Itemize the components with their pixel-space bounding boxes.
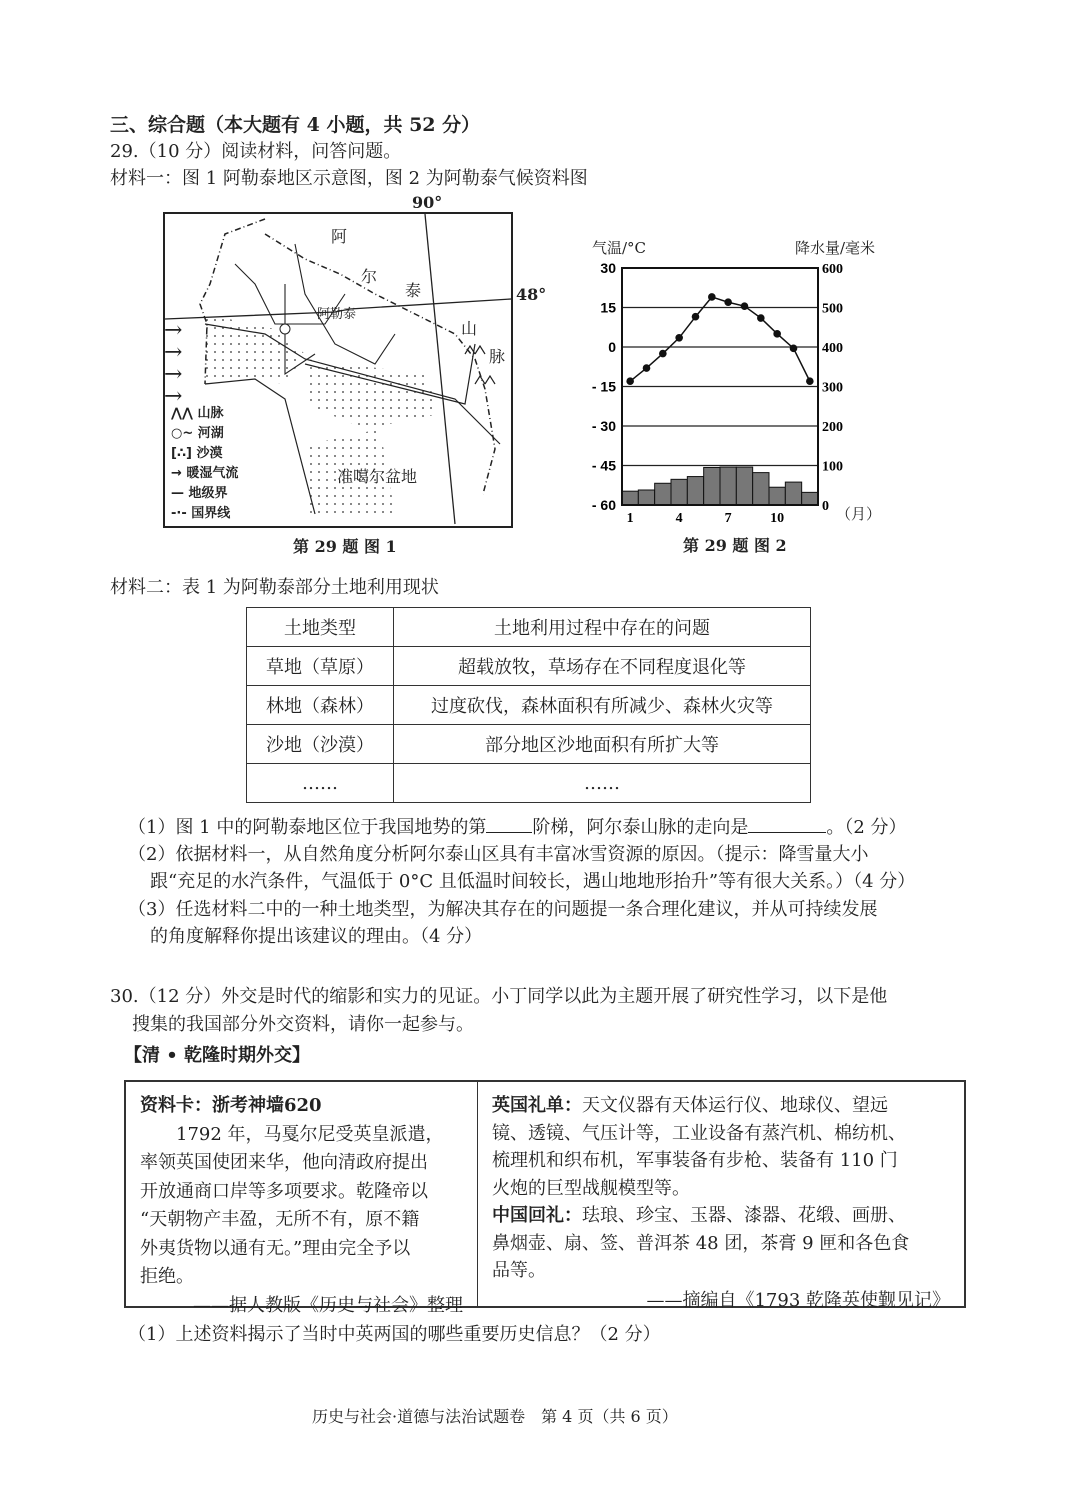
section-title: 三、综合题（本大题有 4 小题，共 52 分） <box>110 114 481 136</box>
temp-point <box>806 377 814 385</box>
precip-bar <box>769 487 785 505</box>
table-header: 土地利用过程中存在的问题 <box>394 608 811 647</box>
figure2-caption: 第 29 题 图 2 <box>683 536 787 555</box>
altay-map <box>163 212 513 528</box>
page-footer: 历史与社会·道德与法治试题卷 第 4 页（共 6 页） <box>312 1407 678 1426</box>
climate-chart-svg <box>580 225 900 535</box>
temp-tick-label: - 30 <box>591 418 616 434</box>
card-line: “天朝物产丰盈，无所不有，原不籍 <box>140 1209 420 1230</box>
cn-gift-line: 中国回礼：珐琅、珍宝、玉器、漆器、花缎、画册、 <box>492 1205 906 1226</box>
temp-point <box>643 364 651 372</box>
q30-header-line1: 30.（12 分）外交是时代的缩影和实力的见证。小丁同学以此为主题开展了研究性学习，以下是他 <box>110 986 888 1007</box>
precip-tick-label: 100 <box>822 459 843 475</box>
q30-subtitle: 【清 • 乾隆时期外交】 <box>124 1045 311 1066</box>
q29-sub1: （1）图 1 中的阿勒泰地区位于我国地势的第 阶梯，阿尔泰山脉的走向是 。（2 分） <box>128 817 907 838</box>
precip-bar <box>655 483 671 505</box>
material1-text: 材料一：图 1 阿勒泰地区示意图，图 2 为阿勒泰气候资料图 <box>110 168 588 189</box>
land-use-table <box>246 607 811 803</box>
table-cell: 超载放牧，草场存在不同程度退化等 <box>394 647 811 686</box>
precip-tick-label: 300 <box>822 380 843 396</box>
temp-point <box>659 350 667 358</box>
q29-sub2-line1: （2）依据材料一，从自然角度分析阿尔泰山区具有丰富冰雪资源的原因。（提示：降雪量大小 <box>128 844 869 865</box>
temp-tick-label: 15 <box>600 299 616 316</box>
q29-sub3-line2: 的角度解释你提出该建议的理由。（4 分） <box>150 926 483 947</box>
mountain-char: 阿 <box>331 227 348 246</box>
temp-point <box>708 293 716 301</box>
uk-gift-line: 镜、透镜、气压计等，工业设备有蒸汽机、棉纺机、 <box>492 1122 906 1144</box>
uk-gift-line: 梳理机和织布机，军事装备有步枪、装备有 110 门 <box>492 1150 898 1171</box>
material2-text: 材料二：表 1 为阿勒泰部分土地利用现状 <box>110 577 439 598</box>
mountain-char: 泰 <box>405 281 422 300</box>
table-cell: 草地（草原） <box>247 647 394 686</box>
precip-bar <box>720 467 736 505</box>
q29-sub2-line2: 跟“充足的水汽条件，气温低于 0°C 且低温时间较长，遇山地地形抬升”等有很大关系。）（4 分） <box>150 871 916 892</box>
city-label: 阿勒泰 <box>317 307 357 322</box>
card-line: 外夷货物以通有无。”理由完全予以 <box>140 1237 411 1259</box>
precip-bar <box>753 473 769 505</box>
card-title: 资料卡：浙考神墙620 <box>140 1095 322 1116</box>
table-cell: 部分地区沙地面积有所扩大等 <box>394 725 811 764</box>
temp-point <box>675 334 683 342</box>
table-cell: …… <box>394 764 811 803</box>
table-header: 土地类型 <box>247 608 394 647</box>
precip-tick-label: 400 <box>822 341 843 356</box>
precip-bar <box>687 477 703 505</box>
table-cell: 林地（森林） <box>247 686 394 725</box>
precip-tick-label: 600 <box>822 262 843 277</box>
table-cell: …… <box>247 764 394 803</box>
temp-point <box>724 298 732 306</box>
card-source: ——据人教版《历史与社会》整理 <box>193 1294 463 1316</box>
x-tick-label: 4 <box>675 511 683 526</box>
temp-point <box>757 314 765 322</box>
q30-header-line2: 搜集的我国部分外交资料，请你一起参与。 <box>132 1014 474 1035</box>
card-line: 拒绝。 <box>140 1266 194 1287</box>
precip-bar <box>622 491 638 505</box>
lon-label: 90° <box>412 193 443 212</box>
card-line: 开放通商口岸等多项要求。乾隆帝以 <box>140 1180 428 1202</box>
x-tick-label: 1 <box>626 511 634 526</box>
temp-point <box>741 302 749 310</box>
temp-line <box>630 297 810 381</box>
right-source: ——摘编自《1793 乾隆英使觐见记》 <box>646 1289 950 1311</box>
q29-sub3-line1: （3）任选材料二中的一种土地类型，为解决其存在的问题提一条合理化建议，并从可持续发展 <box>128 899 878 920</box>
temp-point <box>773 330 781 338</box>
q29-header: 29.（10 分）阅读材料，问答问题。 <box>110 141 402 162</box>
figure1-caption: 第 29 题 图 1 <box>293 537 397 556</box>
legend-airflow: → 暖湿气流 <box>171 466 239 481</box>
table-row <box>247 725 811 764</box>
legend-mountain: ⋀⋀ 山脉 <box>171 406 224 421</box>
precip-bar <box>785 482 801 505</box>
x-tick-label: 7 <box>724 511 732 526</box>
precip-bar <box>802 492 818 505</box>
precip-bar <box>704 467 720 505</box>
card-line: 1792 年，马戛尔尼受英皇派遣， <box>176 1123 444 1145</box>
warm-airflow-arrows: → → → → <box>164 318 183 409</box>
cn-gift-line: 品等。 <box>492 1260 546 1281</box>
map-legend <box>171 404 238 524</box>
temp-tick-label: 30 <box>600 260 616 276</box>
uk-gift-line: 英国礼单：天文仪器有天体运行仪、地球仪、望远 <box>492 1095 888 1116</box>
precip-bar <box>671 479 687 505</box>
legend-border: -·- 国界线 <box>171 506 231 521</box>
lat-label: 48° <box>516 285 547 304</box>
mountain-char: 山 <box>461 319 478 338</box>
temp-tick-label: - 60 <box>591 497 616 513</box>
precip-tick-label: 200 <box>822 420 843 435</box>
card-right <box>478 1082 964 1311</box>
temp-tick-label: 0 <box>608 339 616 355</box>
table-row <box>247 647 811 686</box>
legend-boundary: — 地级界 <box>171 486 228 501</box>
climate-chart <box>580 225 900 555</box>
card-line: 率领英国使团来华，他向清政府提出 <box>140 1152 428 1173</box>
cn-gift-line: 鼻烟壶、扇、签、普洱茶 48 团，茶膏 9 匣和各色食 <box>492 1232 910 1254</box>
table-cell: 过度砍伐，森林面积有所减少、森林火灾等 <box>394 686 811 725</box>
legend-desert: [∴] 沙漠 <box>171 446 223 461</box>
table-row <box>247 764 811 803</box>
table-cell: 沙地（沙漠） <box>247 725 394 764</box>
x-tick-label: 10 <box>770 511 785 526</box>
temp-axis-label: 气温/°C <box>592 239 647 257</box>
precip-bar <box>638 490 654 505</box>
legend-river-lake: ○~ 河湖 <box>171 426 224 441</box>
q30-sub1: （1）上述资料揭示了当时中英两国的哪些重要历史信息？（2 分） <box>128 1324 661 1345</box>
precip-bar <box>736 467 752 505</box>
precip-tick-label: 0 <box>822 499 829 514</box>
temp-point <box>626 377 634 385</box>
precip-axis-label: 降水量/毫米 <box>795 239 876 257</box>
card-left <box>126 1082 478 1316</box>
mountain-char: 尔 <box>361 267 378 286</box>
table-row <box>247 686 811 725</box>
temp-point <box>790 345 798 353</box>
material-card <box>124 1080 966 1316</box>
uk-gift-line: 火炮的巨型战舰模型等。 <box>492 1177 690 1199</box>
temp-point <box>692 313 700 321</box>
precip-tick-label: 500 <box>822 301 843 317</box>
temp-tick-label: - 45 <box>591 457 616 474</box>
lon-line <box>425 214 455 524</box>
x-unit-label: （月） <box>836 505 882 523</box>
table-header-row <box>247 608 811 647</box>
basin-label: 准噶尔盆地 <box>337 467 418 486</box>
mountain-char: 脉 <box>489 347 506 366</box>
temp-tick-label: - 15 <box>591 378 616 395</box>
